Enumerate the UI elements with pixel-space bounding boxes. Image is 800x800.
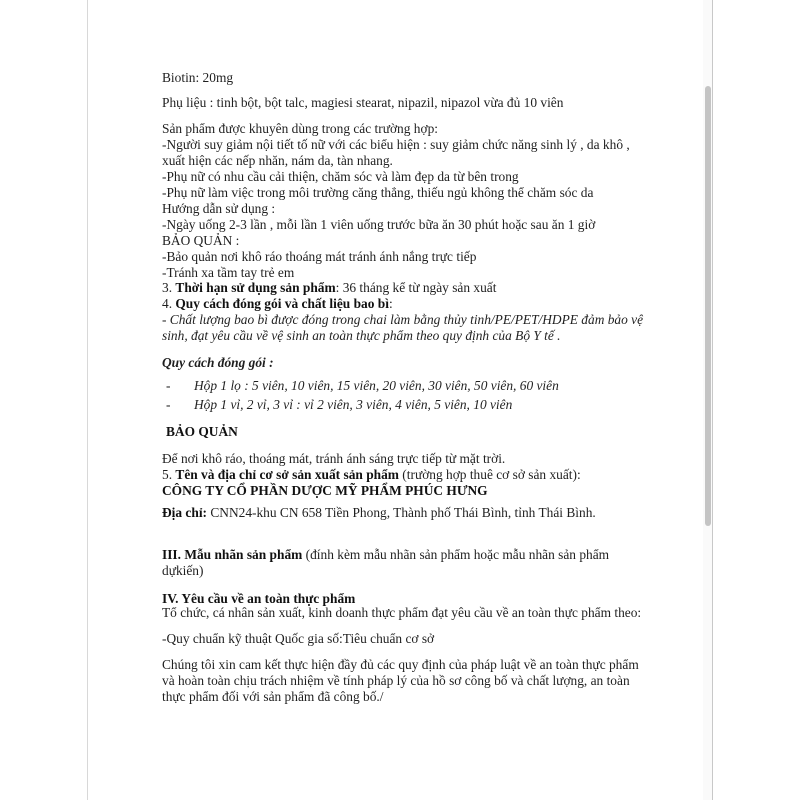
- manufacturer-label: Tên và địa chỉ cơ sở sản xuất sản phẩm: [175, 467, 399, 482]
- address-line: Địa chỉ: CNN24-khu CN 658 Tiền Phong, Thành phố Thái Bình, tỉnh Thái Bình.: [162, 505, 596, 520]
- label-sample-heading: III. Mẫu nhãn sản phẩm: [162, 547, 303, 562]
- company-name: CÔNG TY CỔ PHẦN DƯỢC MỸ PHẨM PHÚC HƯNG: [162, 483, 488, 498]
- address-label: Địa chỉ:: [162, 505, 208, 520]
- storage-instructions: Để nơi khô ráo, thoáng mát, tránh ánh sáng trực tiếp từ mặt trời.: [162, 451, 506, 466]
- storage-line-1: -Bảo quản nơi khô ráo thoáng mát tránh ánh nắng trực tiếp: [162, 249, 477, 264]
- commitment-line-1: Chúng tôi xin cam kết thực hiện đầy đủ các quy định của pháp luật về an toàn thực phẩm: [162, 657, 639, 672]
- shelf-life-label: Thời hạn sử dụng sản phẩm: [175, 280, 336, 295]
- bullet-dash: -: [166, 397, 171, 412]
- indication-line-2: xuất hiện các nếp nhăn, nám da, tàn nhang.: [162, 153, 393, 168]
- packaging-quality-line-2: sinh, đạt yêu cầu về vệ sinh an toàn thực phẩm theo quy định của Bộ Y tế .: [162, 328, 561, 343]
- indication-line-3: -Phụ nữ có nhu cầu cải thiện, chăm sóc và làm đẹp da từ bên trong: [162, 169, 519, 184]
- storage-title: BẢO QUẢN: [166, 424, 238, 439]
- label-sample-line-2: dựkiến): [162, 563, 204, 578]
- usage-heading: Hướng dẫn sử dụng :: [162, 201, 276, 216]
- recommended-use-line: Sản phẩm được khuyên dùng trong các trường hợp:: [162, 121, 438, 136]
- food-safety-line: Tổ chức, cá nhân sản xuất, kinh doanh thực phẩm đạt yêu cầu về an toàn thực phẩm theo:: [162, 605, 642, 620]
- excipients-line: Phụ liệu : tinh bột, bột talc, magiesi stearat, nipazil, nipazol vừa đủ 10 viên: [162, 95, 564, 110]
- shelf-life-line: 3. Thời hạn sử dụng sản phẩm: 36 tháng kể từ ngày sản xuất: [162, 280, 497, 295]
- storage-line-2: -Tránh xa tầm tay trẻ em: [162, 265, 295, 280]
- indication-line-4: -Phụ nữ làm việc trong môi trường căng thẳng, thiếu ngủ không thể chăm sóc da: [162, 185, 594, 200]
- commitment-line-3: thực phẩm đối với sản phẩm đã công bố./: [162, 689, 384, 704]
- biotin-line: Biotin: 20mg: [162, 70, 234, 85]
- commitment-line-2: và hoàn toàn chịu trách nhiệm về tính pháp lý của hồ sơ công bố và chất lượng, an toàn: [162, 673, 630, 688]
- manufacturer-line: 5. Tên và địa chỉ cơ sở sản xuất sản phẩm (trường hợp thuê cơ sở sản xuất):: [162, 467, 581, 482]
- dosage-line: -Ngày uống 2-3 lần , mỗi lần 1 viên uống trước bữa ăn 30 phút hoặc sau ăn 1 giờ: [162, 217, 596, 232]
- food-safety-heading: IV. Yêu cầu về an toàn thực phẩm: [162, 591, 356, 606]
- packaging-line: 4. Quy cách đóng gói và chất liệu bao bì:: [162, 296, 393, 311]
- indication-line-1: -Người suy giảm nội tiết tố nữ với các biểu hiện : suy giảm chức năng sinh lý , da khô ,: [162, 137, 630, 152]
- box-blister-line: Hộp 1 vỉ, 2 vỉ, 3 vỉ : vỉ 2 viên, 3 viên, 4 viên, 5 viên, 10 viên: [194, 397, 513, 412]
- label-sample-line: III. Mẫu nhãn sản phẩm (đính kèm mẫu nhãn sản phẩm hoặc mẫu nhãn sản phẩm: [162, 547, 610, 562]
- packaging-spec-heading: Quy cách đóng gói :: [162, 355, 274, 370]
- packaging-label: Quy cách đóng gói và chất liệu bao bì: [175, 296, 389, 311]
- standard-line: -Quy chuẩn kỹ thuật Quốc gia số:Tiêu chuẩn cơ sở: [162, 631, 435, 646]
- packaging-quality-line-1: - Chất lượng bao bì được đóng trong chai làm bằng thủy tinh/PE/PET/HDPE đảm bảo vệ: [162, 312, 644, 327]
- box-bottle-line: Hộp 1 lọ : 5 viên, 10 viên, 15 viên, 20 viên, 30 viên, 50 viên, 60 viên: [194, 378, 559, 393]
- bullet-dash: -: [166, 378, 171, 393]
- storage-heading-small: BẢO QUẢN :: [162, 233, 240, 248]
